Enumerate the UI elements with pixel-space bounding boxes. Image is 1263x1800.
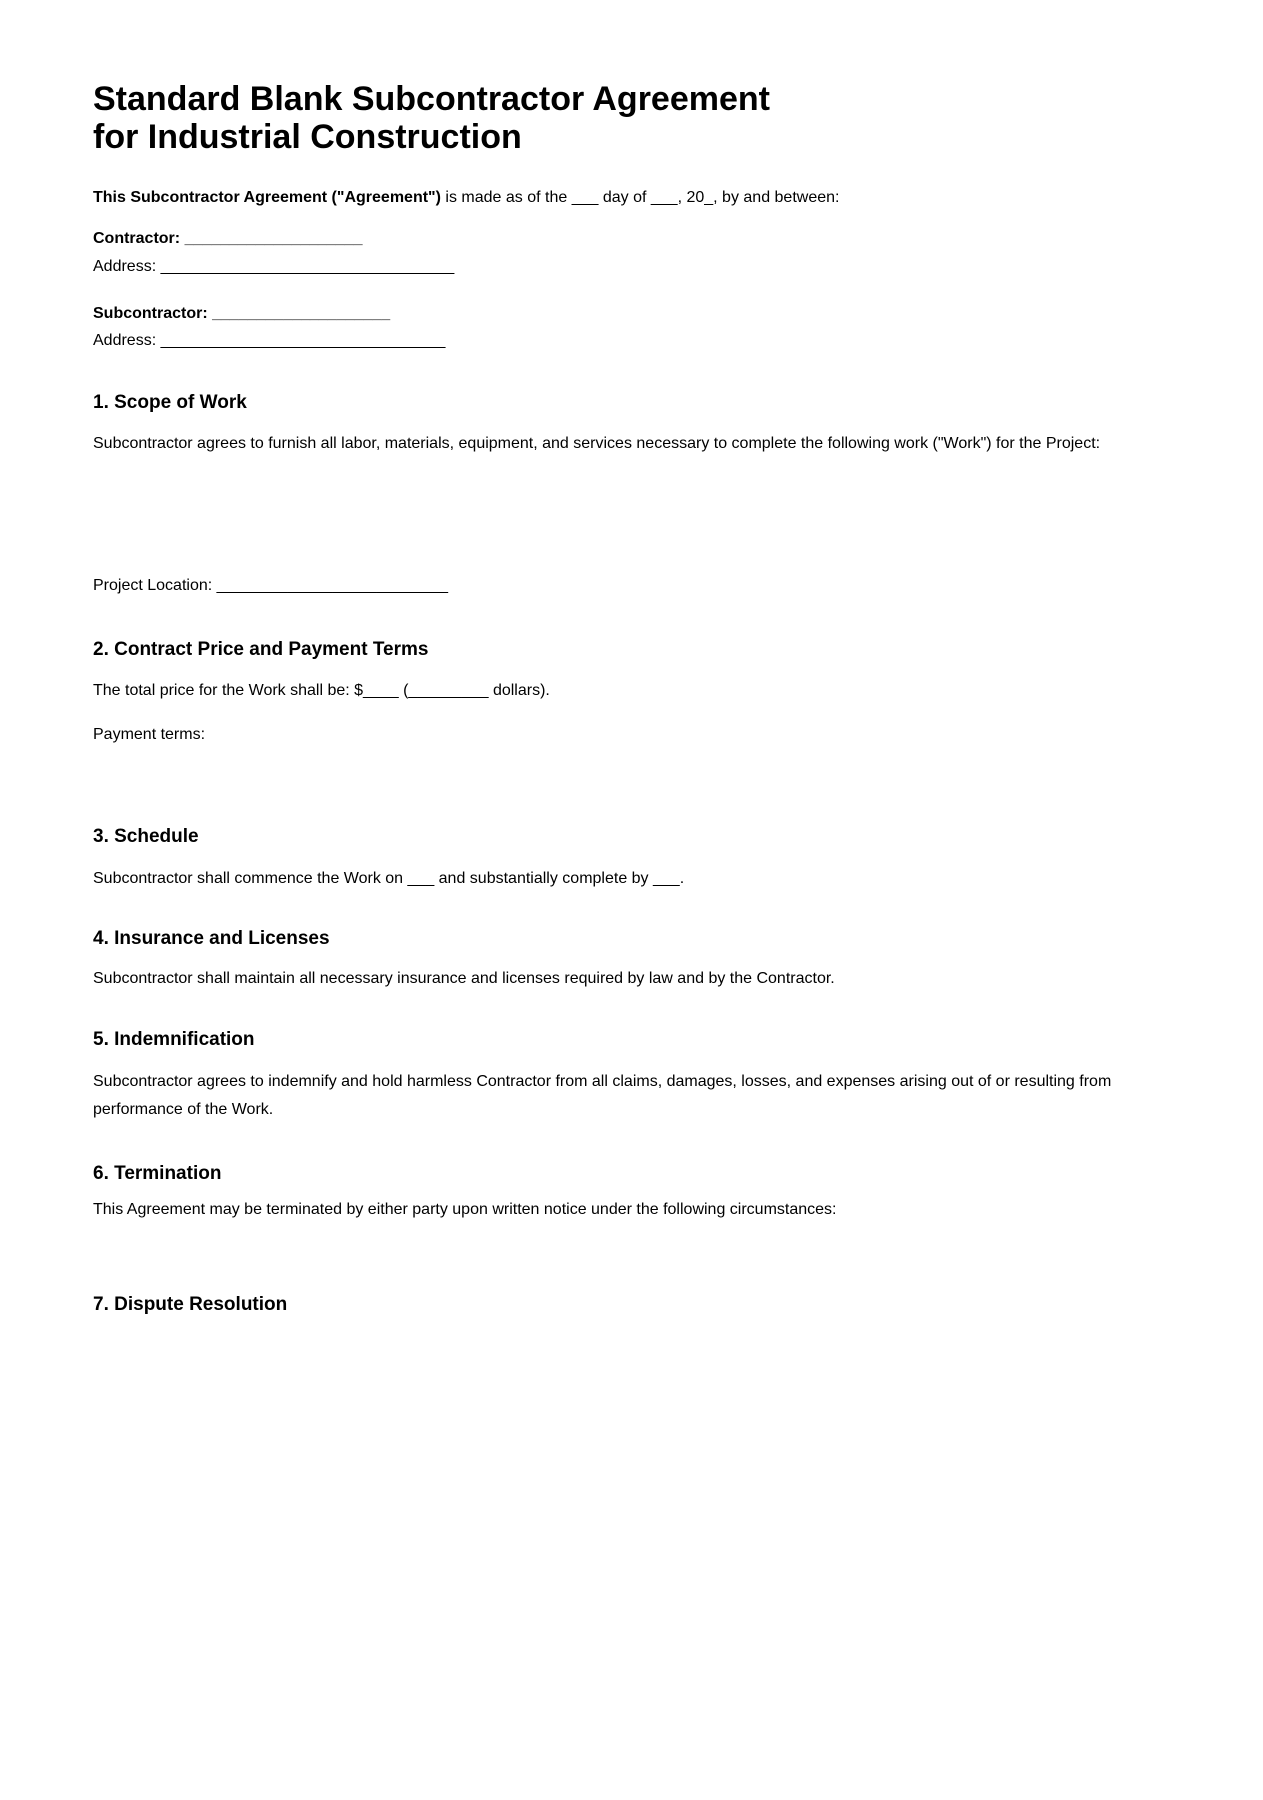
contractor-address-blank: _________________________________ [160,258,455,275]
section-heading-schedule: 3. Schedule [93,826,199,847]
page-title-line-2: for Industrial Construction [93,118,522,156]
subcontractor-blank: ____________________ [212,305,391,322]
scope-paragraph: Subcontractor agrees to furnish all labor, materials, equipment, and services necessary to complete the following work ("Work") for the Project: [93,435,1101,452]
contractor-address-label: Address: [93,258,157,275]
schedule-paragraph: Subcontractor shall commence the Work on ___ and substantially complete by ___. [93,870,685,887]
page-title [93,80,770,156]
clipped-heading-text: 7. Dispute Resolution [93,1294,288,1315]
indemnification-paragraph: Subcontractor agrees to indemnify and hold harmless Contractor from all claims, damages, losses, and expenses arising out of or resulting from performance of the Work. [93,1073,1112,1118]
intro-regular-text: is made as of the ___ day of ___, 20_, by and between: [440,189,840,206]
insurance-paragraph: Subcontractor shall maintain all necessary insurance and licenses required by law and by the Contractor. [93,970,835,987]
project-location-blank: __________________________ [216,577,448,594]
page-title-line-1: Standard Blank Subcontractor Agreement [93,80,770,118]
subcontractor-row [93,304,390,323]
section-heading-price: 2. Contract Price and Payment Terms [93,639,429,660]
section-heading-insurance: 4. Insurance and Licenses [93,928,330,949]
subcontractor-label: Subcontractor: [93,305,208,322]
contractor-label: Contractor: [93,230,181,247]
subcontractor-address-label: Address: [93,332,157,349]
section-heading-scope: 1. Scope of Work [93,392,247,413]
project-location-label: Project Location: [93,577,213,594]
clipped-next-section-heading [93,1294,288,1315]
contractor-address-row [93,257,454,276]
termination-paragraph: This Agreement may be terminated by either party upon written notice under the following circumstances: [93,1201,837,1218]
section-heading-indemnification: 5. Indemnification [93,1029,255,1050]
intro-bold-text: This Subcontractor Agreement ("Agreement") [93,189,441,206]
project-location-row [93,576,448,595]
contractor-row [93,229,363,248]
total-price-line: The total price for the Work shall be: $____ (_________ dollars). [93,682,550,699]
intro-paragraph [93,188,839,207]
contractor-blank: ____________________ [184,230,363,247]
section-heading-termination: 6. Termination [93,1163,222,1184]
subcontractor-address-blank: ________________________________ [160,332,446,349]
payment-terms-label: Payment terms: [93,726,206,743]
subcontractor-address-row [93,331,445,350]
